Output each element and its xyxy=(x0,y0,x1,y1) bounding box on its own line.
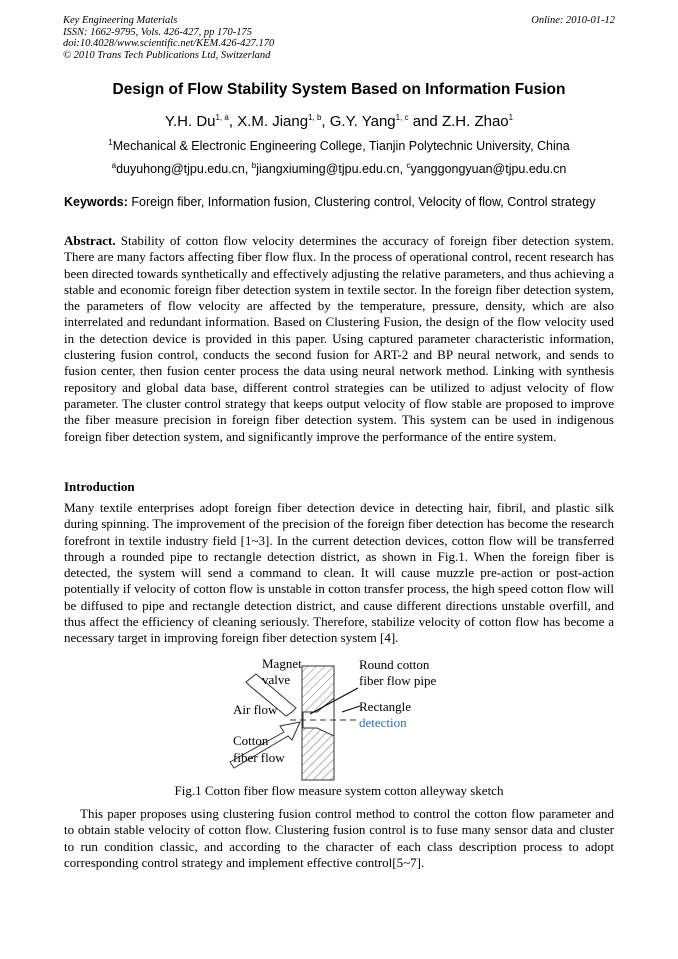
section-heading: Introduction xyxy=(64,479,135,494)
label-round-pipe-2: fiber flow pipe xyxy=(359,673,437,688)
author-sup: 1, c xyxy=(395,113,409,122)
sep: , xyxy=(228,113,238,130)
author: G.Y. Yang xyxy=(329,113,396,130)
keywords-text: Foreign fiber, Information fusion, Clustering control, Velocity of flow, Control strategy xyxy=(127,195,596,209)
label-cotton: Cotton xyxy=(233,733,269,748)
label-rectangle: Rectangle xyxy=(359,699,411,714)
author: Z.H. Zhao xyxy=(441,113,509,130)
email[interactable]: duyuhong@tjpu.edu.cn, xyxy=(116,162,252,177)
affiliation xyxy=(0,138,678,153)
author-sup: 1, b xyxy=(308,113,322,122)
label-valve: valve xyxy=(262,672,291,687)
author: Y.H. Du xyxy=(164,113,216,130)
author: X.M. Jiang xyxy=(237,113,309,130)
figure-1-sketch xyxy=(220,652,460,784)
label-round-pipe-1: Round cotton xyxy=(359,657,430,672)
emails xyxy=(0,161,678,176)
abstract-text: Stability of cotton flow velocity determines the accuracy of foreign fiber detection system. There are many factors affecting fiber flow flux. In the process of operational control, recent research has been directed towards synthetically and effectively adjusting the relative parameters, and thus achieving a stable and economic foreign fiber detection system in textile sector. In the foreign fiber detection system, the parameters of flow velocity are affected by the temperature, pressure, density, which are also interrelated and redundant information. Based on Clustering Fusion, the design of the flow velocity used in the detection device is provided in this paper. Using captured parameter characteristic information, clustering fusion control, conducts the second fusion for ART-2 and BP neural network, and sends to fusion center, then fusion center process the data using neural network method. Linking with synthesis repository and global data base, different control strategies can be utilized to adjust velocity of flow parameter. The cluster control strategy that keeps output velocity of flow stable are proposed to improve the fiber measure precision in foreign fiber detection system. This system can be used in indigenous foreign fiber detection system, and significantly improve the performance of the entire system. xyxy=(64,233,614,444)
email[interactable]: yanggongyuan@tjpu.edu.cn xyxy=(410,162,567,177)
figure-caption: Fig.1 Cotton fiber flow measure system cotton alleyway sketch xyxy=(174,783,504,798)
label-fiber-flow: fiber flow xyxy=(233,750,285,765)
abstract-label: Abstract. xyxy=(64,233,116,248)
paper-title: Design of Flow Stability System Based on Information Fusion xyxy=(112,81,566,98)
keywords xyxy=(64,195,596,209)
email-sup: c xyxy=(406,161,411,170)
email-sup: b xyxy=(251,161,257,170)
label-detection: detection xyxy=(359,715,407,730)
copyright: © 2010 Trans Tech Publications Ltd, Switzerland xyxy=(63,49,271,61)
author-sup: 1, a xyxy=(215,113,229,122)
email[interactable]: jiangxiuming@tjpu.edu.cn, xyxy=(256,162,407,177)
affil-text: Mechanical & Electronic Engineering College, Tianjin Polytechnic University, China xyxy=(112,139,570,154)
journal-name: Key Engineering Materials xyxy=(63,15,178,26)
author-sup: 1 xyxy=(508,113,514,122)
sep: , xyxy=(321,113,330,130)
keywords-label: Keywords: xyxy=(64,195,128,209)
intro-paragraph-2: This paper proposes using clustering fusion control method to control the cotton flow parameter and to obtain stable velocity of cotton flow. Clustering fusion control is to fuse many sensor data and cluster to run condition classic, and according to the character of each class description process to adopt corresponding control strategy and implement effective control[5~7]. xyxy=(64,806,614,870)
journal-header xyxy=(63,15,274,61)
authors xyxy=(0,113,678,130)
label-magnet: Magnet xyxy=(262,656,302,671)
issn: ISSN: 1662-9795, Vols. 426-427, pp 170-175 xyxy=(63,26,252,38)
intro-paragraph-1: Many textile enterprises adopt foreign fiber detection device in detecting hair, fibril, and plastic silk during spinning. The improvement of the precision of the foreign fiber detection has become the research forefront in textile industry field [1~3]. In the current detection devices, cotton flow will be transferred through a rounded pipe to rectangle detection district, as shown in Fig.1. When the foreign fiber is detected, the system will send a command to clean. It will cause muzzle pre-action or post-action potentially if velocity of cotton flow is unstable in cotton transfer process, the high speed cotton flow will be diffused to pipe and rectangle detection district, and cause different directions unstable overfill, and thus affect the efficiency of cleaning seriously. Therefore, stabilize velocity of cotton flow has become a necessary target in improving foreign fiber detection system [4]. xyxy=(64,500,614,646)
sep: and xyxy=(408,113,442,130)
doi: doi:10.4028/www.scientific.net/KEM.426-427.170 xyxy=(63,38,275,49)
label-air-flow: Air flow xyxy=(233,702,278,717)
abstract xyxy=(64,233,614,445)
affil-sup: 1 xyxy=(108,138,113,147)
online-date: Online: 2010-01-12 xyxy=(531,15,615,26)
email-sup: a xyxy=(111,161,117,170)
